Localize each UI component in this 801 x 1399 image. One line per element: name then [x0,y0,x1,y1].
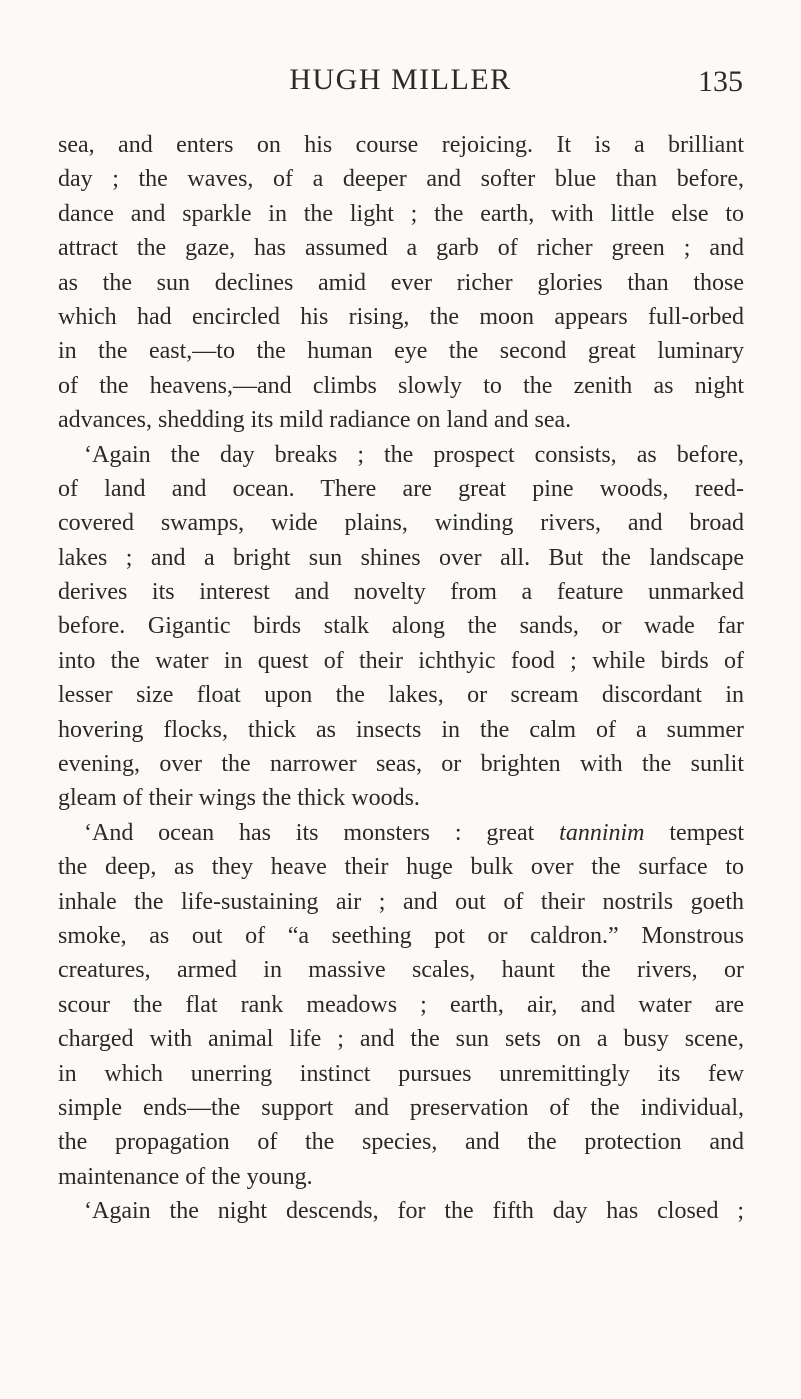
text-line: ‘Again the night descends, for the fifth day has closed ; [84,1198,744,1225]
text-line: evening, over the narrower seas, or brighten with the sunlit [58,751,744,778]
text-line: hovering flocks, thick as insects in the calm of a summer [58,716,744,743]
text-line: lakes ; and a bright sun shines over all. But the landscape [58,544,744,571]
line-end: tempest [669,819,744,846]
text-line: charged with animal life ; and the sun sets on a busy scene, [58,1026,744,1053]
line-start: ‘And ocean has its monsters : great [84,819,535,846]
text-line-mixed [58,816,744,850]
text-line: simple ends—the support and preservation of the individual, [58,1094,744,1121]
text-line: scour the flat rank meadows ; earth, air, and water are [58,991,744,1018]
text-line: creatures, armed in massive scales, haunt the rivers, or [58,957,744,984]
text-line: before. Gigantic birds stalk along the sands, or wade far [58,613,744,640]
text-line: day ; the waves, of a deeper and softer blue than before, [58,166,744,193]
page-number: 135 [698,65,743,98]
text-line: attract the gaze, has assumed a garb of richer green ; and [58,235,744,262]
text-line: derives its interest and novelty from a feature unmarked [58,579,744,606]
text-line: of land and ocean. There are great pine woods, reed- [58,475,744,502]
text-line: smoke, as out of “a seething pot or caldron.” Monstrous [58,922,744,949]
text-line: as the sun declines amid ever richer glories than those [58,269,744,296]
italic-word: tanninim [559,819,645,846]
text-line: the propagation of the species, and the protection and [58,1129,744,1156]
running-head [0,60,801,100]
text-line: advances, shedding its mild radiance on land and sea. [58,407,572,434]
text-line: inhale the life-sustaining air ; and out of their nostrils goeth [58,888,744,915]
text-line: in the east,—to the human eye the second great luminary [58,338,744,365]
text-line: covered swamps, wide plains, winding rivers, and broad [58,510,744,537]
text-line: into the water in quest of their ichthyic food ; while birds of [58,647,744,674]
text-line: which had encircled his rising, the moon appears full-orbed [58,303,744,330]
running-title: HUGH MILLER [289,63,512,96]
text-line: in which unerring instinct pursues unremittingly its few [58,1060,744,1087]
text-line: lesser size float upon the lakes, or scream discordant in [58,682,744,709]
text-line: of the heavens,—and climbs slowly to the zenith as night [58,372,744,399]
body-text [58,128,744,1229]
text-line: sea, and enters on his course rejoicing. It is a brilliant [58,132,744,158]
text-line: the deep, as they heave their huge bulk over the surface to [58,854,744,881]
text-line: gleam of their wings the thick woods. [58,785,420,812]
text-line: maintenance of the young. [58,1163,313,1190]
text-line: dance and sparkle in the light ; the earth, with little else to [58,200,744,227]
text-line: ‘Again the day breaks ; the prospect consists, as before, [84,441,744,468]
